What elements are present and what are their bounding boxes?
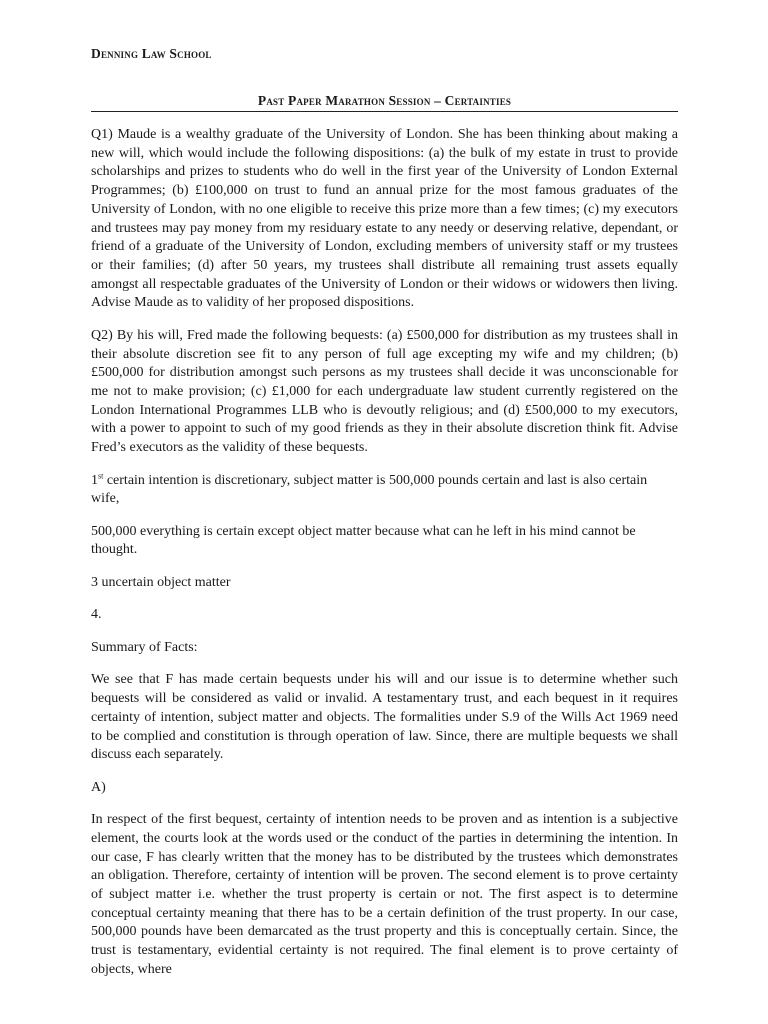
- document-body: [91, 126, 678, 993]
- note-2: 500,000 everything is certain except object matter because what can he left in his mind cannot be thought.: [91, 523, 636, 558]
- part-a-label: A): [91, 779, 106, 795]
- question-2: Q2) By his will, Fred made the following bequests: (a) £500,000 for distribution as my trustees shall in their absolute discretion see fit to any person of full age excepting my wife and my children; (b) £500,000 for distribution amongst such persons as my trustees shall decide it was unconscionable for me not to make provision; (c) £1,000 for each undergraduate law student currently registered on the London International Programmes LLB who is devoutly religious; and (d) £500,000 to my executors, with a power to appoint to such of my good friends as they in their absolute discretion think fit. Advise Fred’s executors as the validity of these bequests.: [91, 327, 678, 456]
- note-1-text: certain intention is discretionary, subject matter is 500,000 pounds certain and last is also certain wife,: [91, 472, 648, 507]
- summary-heading: Summary of Facts:: [91, 639, 198, 655]
- school-name: Denning Law School: [91, 46, 212, 61]
- question-1: Q1) Maude is a wealthy graduate of the University of London. She has been thinking about making a new will, which would include the following dispositions: (a) the bulk of my estate in trust to provide scholarships and prizes to students who do well in the first year of the University of London External Programmes; (b) £100,000 on trust to fund an annual prize for the most famous graduates of the University of London, with no one eligible to receive this prize more than a few times; (c) my executors and trustees may pay money from my residuary estate to any needy or deserving relative, dependant, or friend of a graduate of the University of London, excluding members of university staff or my trustees or their families; (d) after 50 years, my trustees shall distribute all remaining trust assets equally amongst all respectable graduates of the University of London or their widows or widowers then living. Advise Maude as to validity of her proposed dispositions.: [91, 127, 678, 311]
- note-4: 4.: [91, 607, 102, 623]
- document-page: [91, 0, 678, 1024]
- note-1-number: 1: [91, 472, 98, 488]
- page-title: Past Paper Marathon Session – Certainties: [91, 93, 678, 112]
- note-1-ordinal: st: [98, 470, 104, 480]
- part-a-paragraph: In respect of the first bequest, certainty of intention needs to be proven and as intention is a subjective element, the courts look at the words used or the conduct of the parties in determining the intention. In our case, F has clearly written that the money has to be distributed by the trustees which demonstrates an obligation. Therefore, certainty of intention will be proven. The second element is to prove certainty of subject matter i.e. whether the trust property is certain or not. The first aspect is to determine conceptual certainty meaning that there has to be a certain definition of the trust property. In our case, 500,000 pounds have been demarcated as the trust property and this is conceptually certain. Since, the trust is testamentary, evidential certainty is not required. The final element is to prove certainty of objects, where: [91, 812, 678, 977]
- summary-paragraph: We see that F has made certain bequests under his will and our issue is to determine whether such bequests will be considered as valid or invalid. A testamentary trust, and each bequest in it requires certainty of intention, subject matter and objects. The formalities under S.9 of the Wills Act 1969 need to be complied and constitution is through operation of law. Since, there are multiple bequests we shall discuss each separately.: [91, 672, 678, 763]
- note-1: [91, 472, 678, 509]
- note-3: 3 uncertain object matter: [91, 574, 231, 590]
